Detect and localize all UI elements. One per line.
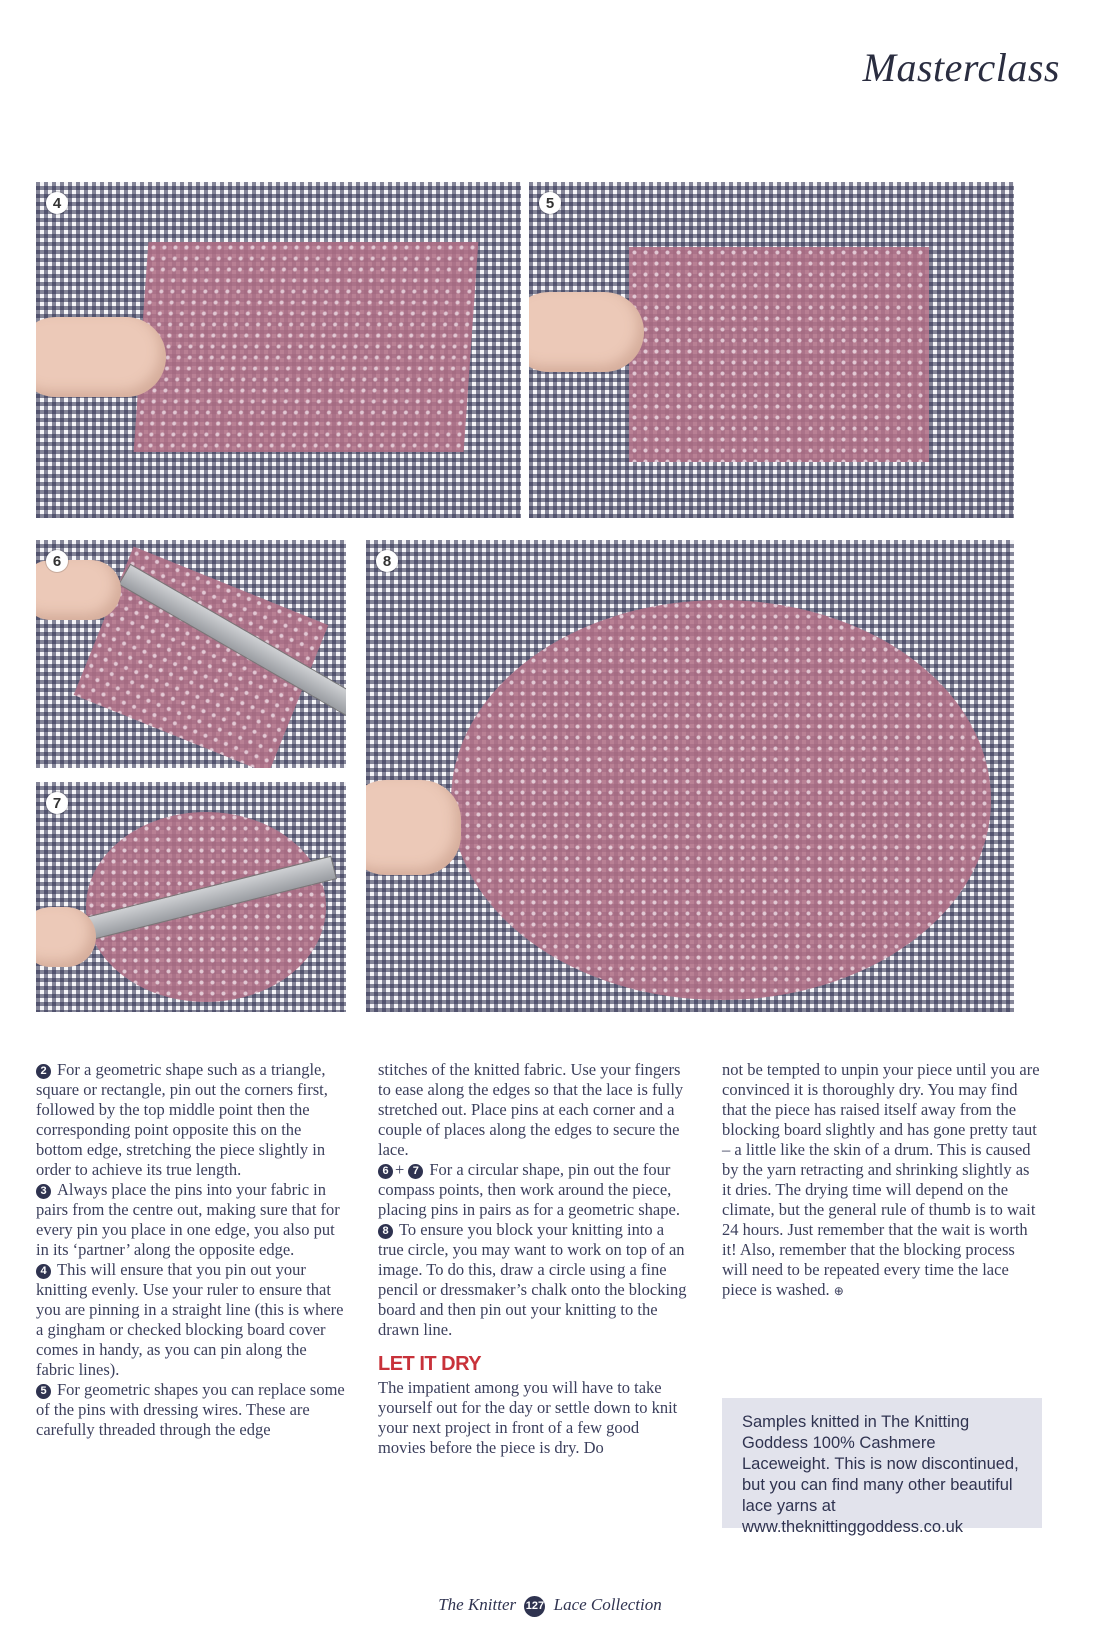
paragraph — [36, 1060, 346, 1180]
photo-step-4 — [36, 182, 521, 518]
paragraph-text: For a geometric shape such as a triangle, square or rectangle, pin out the corners first, followed by the top middle point then the corresponding point opposite this on the bottom edge, stretching the piece slightly in order to achieve its true length. — [36, 1060, 328, 1179]
paragraph: stitches of the knitted fabric. Use your fingers to ease along the edges so that the lace is fully stretched out. Place pins at each corner and a couple of places along the edges to secure the lace. — [378, 1060, 684, 1159]
photo-step-8 — [366, 540, 1014, 1012]
paragraph — [378, 1220, 688, 1340]
page-title: Masterclass — [862, 45, 1060, 90]
page-footer — [0, 1595, 1100, 1617]
paragraph — [36, 1180, 346, 1260]
article-column-3 — [722, 1060, 1042, 1301]
photo-step-5 — [529, 182, 1014, 518]
photo-step-6 — [36, 540, 346, 768]
paragraph — [378, 1160, 688, 1220]
paragraph-text: This will ensure that you pin out your knitting evenly. Use your ruler to ensure that you are pinning in a straight line (this is where a gingham or checked blocking board cover comes in handy, as you can pin along the fabric lines). — [36, 1260, 344, 1379]
article-column-1 — [36, 1060, 346, 1440]
step-marker: 5 — [36, 1384, 51, 1399]
photo-number-badge: 8 — [376, 550, 398, 572]
footer-magazine-name: The Knitter — [438, 1595, 517, 1614]
paragraph — [36, 1260, 346, 1380]
lace-swatch — [134, 242, 479, 452]
step-marker: 6 — [378, 1164, 393, 1179]
step-marker: 2 — [36, 1064, 51, 1079]
end-mark-icon: ⊕ — [833, 1284, 844, 1298]
yarn-info-box — [722, 1398, 1042, 1536]
paragraph-text: For a circular shape, pin out the four compass points, then work around the piece, placing pins in pairs as for a geometric shape. — [378, 1160, 680, 1219]
photo-step-7 — [36, 782, 346, 1012]
photo-number-badge: 6 — [46, 550, 68, 572]
hand-image — [36, 317, 166, 397]
section-subheading: LET IT DRY — [378, 1353, 482, 1375]
lace-swatch — [629, 247, 929, 462]
marker-join: + — [395, 1160, 405, 1179]
photo-number-badge: 5 — [539, 192, 561, 214]
hand-image — [36, 907, 96, 967]
info-box-text: Samples knitted in The Knitting Goddess 100% Cashmere Laceweight. This is now discontinued, but you can find many other beautiful lace yarns at www.theknittinggoddess.co.uk — [742, 1413, 1019, 1536]
lace-swatch — [451, 600, 991, 1000]
hand-image — [366, 780, 461, 875]
paragraph: The impatient among you will have to take yourself out for the day or settle down to knit your next project in front of a few good movies before the piece is dry. Do — [378, 1378, 678, 1457]
paragraph-text: not be tempted to unpin your piece until you are convinced it is thoroughly dry. You may find that the piece has raised itself away from the blocking board slightly and has gone pretty taut – a little like the skin of a drum. This is caused by the yarn retracting and shrinking slightly as it dries. The drying time will depend on the climate, but the general rule of thumb is to wait 24 hours. Just remember that the wait is worth it! Also, remember that the blocking process will need to be repeated every time the lace piece is washed. — [722, 1060, 1040, 1299]
step-marker: 3 — [36, 1184, 51, 1199]
photo-number-badge: 4 — [46, 192, 68, 214]
page-number: 127 — [524, 1596, 545, 1617]
paragraph-text: For geometric shapes you can replace some of the pins with dressing wires. These are carefully threaded through the edge — [36, 1380, 345, 1439]
footer-section-name: Lace Collection — [553, 1595, 662, 1614]
photo-number-badge: 7 — [46, 792, 68, 814]
step-marker: 8 — [378, 1224, 393, 1239]
step-marker: 7 — [408, 1164, 423, 1179]
paragraph — [722, 1060, 1042, 1301]
paragraph — [36, 1380, 346, 1440]
paragraph-text: Always place the pins into your fabric in pairs from the centre out, making sure that for every pin you place in one edge, you also put in its ‘partner’ along the opposite edge. — [36, 1180, 340, 1259]
paragraph-text: To ensure you block your knitting into a true circle, you may want to work on top of an image. To do this, draw a circle using a fine pencil or dressmaker’s chalk onto the blocking board and then pin out your knitting to the drawn line. — [378, 1220, 687, 1339]
hand-image — [529, 292, 644, 372]
step-marker: 4 — [36, 1264, 51, 1279]
article-column-2 — [378, 1060, 688, 1458]
